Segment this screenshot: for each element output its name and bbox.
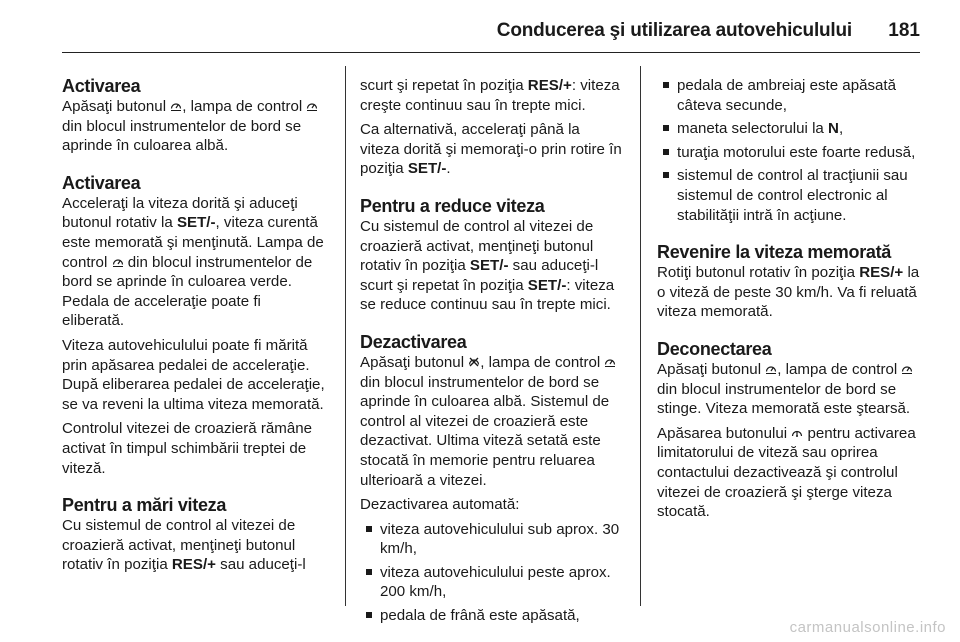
bullet-list [657, 76, 920, 225]
speed-limiter-icon [791, 427, 803, 439]
paragraph: Apăsarea butonului pentru activarea limitatorului de viteză sau oprirea contactului dezactivează şi controlul vitezei de croazieră şi şterge viteza stocată. [657, 424, 916, 521]
page-header [62, 8, 920, 53]
watermark: carmanualsonline.info [789, 619, 946, 636]
paragraph: Cu sistemul de control al vitezei de croazieră activat, menţineţi butonul rotativ în poziţia RES/+ sau aduceţi-l [62, 517, 306, 574]
cruise-control-icon [901, 363, 913, 375]
paragraph: Viteza autovehiculului poate fi mărită prin apăsarea pedalei de acceleraţie. După eliberarea pedalei de acceleraţie, se va reveni la ultima viteza memorată. [62, 336, 325, 413]
column-divider [345, 66, 346, 606]
section-heading: Dezactivarea [360, 331, 467, 352]
cruise-control-icon [112, 256, 124, 268]
column-2 [360, 76, 623, 631]
section-heading: Revenire la viteza memorată [657, 242, 892, 263]
cruise-control-icon [170, 100, 182, 112]
list-item: viteza autovehiculului peste aprox. 200 km/h, [360, 563, 623, 602]
section-heading: Deconectarea [657, 338, 772, 359]
cruise-control-icon [604, 356, 616, 368]
section-heading: Pentru a reduce viteza [360, 195, 545, 216]
page-number: 181 [888, 20, 920, 41]
column-3 [657, 76, 920, 527]
page-title: Conducerea şi utilizarea autovehiculului [496, 20, 852, 41]
list-item: sistemul de control al tracţiunii sau sistemul de control electronic al stabilităţii intră în acţiune. [657, 166, 920, 225]
cruise-control-icon [765, 363, 777, 375]
section-heading: Activarea [62, 172, 141, 193]
cruise-control-icon [306, 100, 318, 112]
cruise-cancel-icon [468, 356, 480, 368]
paragraph: scurt şi repetat în poziţia RES/+: viteza creşte continuu sau în trepte mici. [360, 77, 620, 114]
list-item: pedala de frână este apăsată, [360, 606, 623, 626]
paragraph: Acceleraţi la viteza dorită şi aduceţi butonul rotativ la SET/-, viteza curentă este memorată şi menţinută. Lampa de control din blocul instrumentelor de bord se aprinde în culoarea verde. Pedala de acceleraţie poate fi eliberată. [62, 194, 324, 330]
paragraph: Ca alternativă, acceleraţi până la viteza dorită şi memoraţi-o prin rotire în poziţia SET/-. [360, 121, 622, 178]
list-item: pedala de ambreiaj este apăsată câteva secunde, [657, 76, 920, 115]
paragraph: Controlul vitezei de croazieră rămâne activat în timpul schimbării treptei de viteză. [62, 420, 313, 477]
paragraph: Cu sistemul de control al vitezei de croazieră activat, menţineţi butonul rotativ în poziţia SET/- sau aduceţi-l scurt şi repetat în poziţia SET/-: viteza se reduce continuu sau în trepte mici. [360, 217, 615, 314]
column-divider [640, 66, 641, 606]
paragraph: Dezactivarea automată: [360, 496, 520, 514]
paragraph: Apăsaţi butonul , lampa de control din blocul instrumentelor de bord se aprinde în culoarea albă. [62, 97, 325, 156]
bullet-list [360, 520, 623, 626]
list-item: viteza autovehiculului sub aprox. 30 km/h, [360, 520, 623, 559]
section-heading: Pentru a mări viteza [62, 495, 227, 516]
section-heading: Activarea [62, 76, 141, 96]
list-item: turaţia motorului este foarte redusă, [657, 143, 920, 163]
list-item: maneta selectorului la N, [657, 119, 920, 139]
column-1 [62, 76, 325, 580]
paragraph: Apăsaţi butonul , lampa de control din blocul instrumentelor de bord se aprinde în culoarea albă. Sistemul de control al vitezei de croazieră este dezactivat. Ultima viteză setată este stocată în memorie pentru reluarea ulterioară a vitezei. [360, 353, 623, 490]
paragraph: Rotiţi butonul rotativ în poziţia RES/+ la o viteză de peste 30 km/h. Va fi reluată viteza memorată. [657, 264, 920, 321]
paragraph: Apăsaţi butonul , lampa de control din blocul instrumentelor de bord se stinge. Viteza memorată este ştearsă. [657, 360, 920, 419]
